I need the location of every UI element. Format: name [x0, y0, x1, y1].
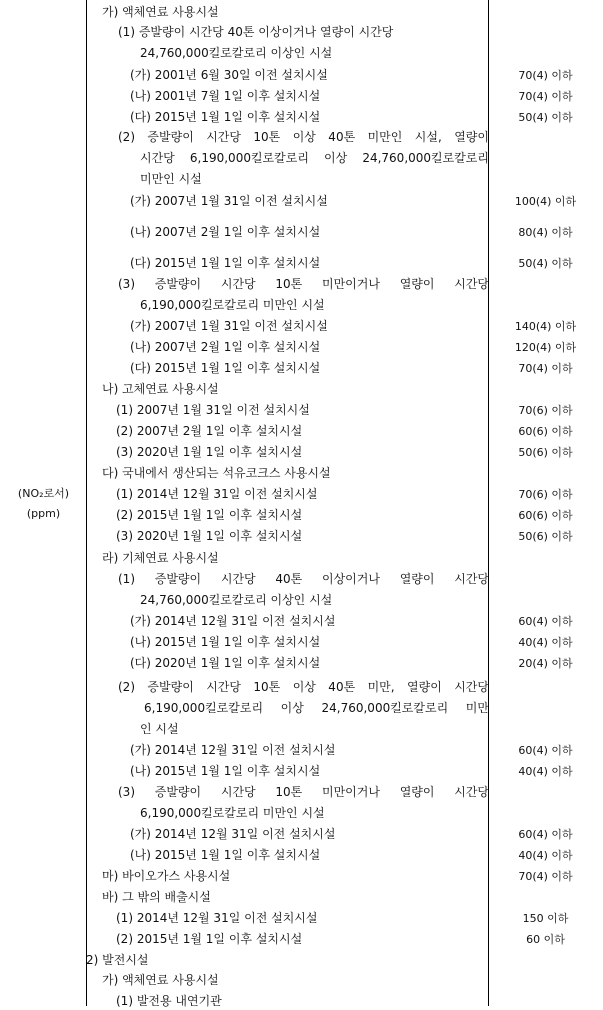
- list-item: [88, 801, 603, 822]
- item-limit-value: 70(6) 이하: [518, 488, 573, 501]
- list-item: [88, 524, 603, 545]
- item-text: (1) 발전용 내연기관: [116, 994, 222, 1008]
- list-item: [88, 696, 603, 717]
- item-text: (가) 2007년 1월 31일 이전 설치시설: [130, 194, 328, 208]
- item-text: (나) 2015년 1월 1일 이후 설치시설: [130, 764, 321, 778]
- item-text: (2) 증발량이 시간당 10톤 이상 40톤 미만, 열량이 시간당: [118, 680, 489, 694]
- item-text: (1) 2007년 1월 31일 이전 설치시설: [116, 403, 310, 417]
- item-limit-value: 70(6) 이하: [518, 404, 573, 417]
- item-text: (가) 2014년 12월 31일 이전 설치시설: [130, 827, 336, 841]
- item-text: (3) 2020년 1월 1일 이후 설치시설: [116, 529, 303, 543]
- list-item: [88, 461, 603, 482]
- item-text: 6,190,000킬로칼로리 이상 24,760,000킬로칼로리 미만: [144, 701, 489, 715]
- list-item: [88, 759, 603, 780]
- list-item: [88, 630, 603, 651]
- item-text: (1) 증발량이 시간당 40톤 이상이거나 열량이 시간당: [118, 572, 489, 586]
- item-text: (나) 2015년 1월 1일 이후 설치시설: [130, 635, 321, 649]
- item-limit-value: 50(6) 이하: [518, 530, 573, 543]
- item-text: 마) 바이오가스 사용시설: [102, 869, 231, 883]
- list-item: [88, 843, 603, 864]
- item-limit-value: 20(4) 이하: [518, 657, 573, 670]
- list-item: [88, 419, 603, 440]
- list-item: [88, 567, 603, 588]
- list-item: [88, 864, 603, 885]
- list-item: [88, 251, 603, 272]
- list-item: [88, 609, 603, 630]
- list-item: [88, 189, 603, 210]
- item-text: (2) 증발량이 시간당 10톤 이상 40톤 미만인 시설, 열량이: [118, 130, 489, 144]
- item-limit-value: 70(4) 이하: [518, 870, 573, 883]
- item-limit-value: 140(4) 이하: [514, 320, 577, 333]
- item-text: 라) 기체연료 사용시설: [102, 551, 219, 565]
- item-limit-value: 60 이하: [526, 933, 565, 946]
- unit-label-main: (NO₂로서): [17, 487, 70, 500]
- item-text: (다) 2015년 1월 1일 이후 설치시설: [130, 110, 321, 124]
- item-text: (3) 증발량이 시간당 10톤 미만이거나 열량이 시간당: [118, 785, 489, 799]
- list-item: [88, 398, 603, 419]
- list-item: [88, 167, 603, 188]
- item-text: (나) 2007년 2월 1일 이후 설치시설: [130, 225, 321, 239]
- item-text: 미만인 시설: [140, 172, 202, 186]
- list-item: [88, 717, 603, 738]
- item-text: 24,760,000킬로칼로리 이상인 시설: [140, 46, 333, 60]
- item-limit-value: 50(6) 이하: [518, 446, 573, 459]
- item-text: (2) 2015년 1월 1일 이후 설치시설: [116, 932, 303, 946]
- list-item: [88, 220, 603, 241]
- item-text: 2) 발전시설: [86, 953, 149, 967]
- item-limit-value: 80(4) 이하: [518, 226, 573, 239]
- item-limit-value: 60(4) 이하: [518, 744, 573, 757]
- item-text: 24,760,000킬로칼로리 이상인 시설: [140, 593, 333, 607]
- item-text: (나) 2015년 1월 1일 이후 설치시설: [130, 848, 321, 862]
- item-text: (가) 2014년 12월 31일 이전 설치시설: [130, 614, 336, 628]
- item-limit-value: 50(4) 이하: [518, 111, 573, 124]
- item-limit-value: 60(6) 이하: [518, 425, 573, 438]
- item-limit-value: 70(4) 이하: [518, 69, 573, 82]
- item-text: (1) 증발량이 시간당 40톤 이상이거나 열량이 시간당: [118, 25, 394, 39]
- item-text: 나) 고체연료 사용시설: [102, 382, 219, 396]
- list-item: [88, 822, 603, 843]
- item-limit-value: 40(4) 이하: [518, 765, 573, 778]
- item-text: (나) 2001년 7월 1일 이후 설치시설: [130, 89, 321, 103]
- item-limit-value: 60(4) 이하: [518, 828, 573, 841]
- list-item: [88, 356, 603, 377]
- item-text: (가) 2007년 1월 31일 이전 설치시설: [130, 319, 328, 333]
- item-text: 인 시설: [140, 722, 179, 736]
- list-item: [88, 335, 603, 356]
- list-item: [88, 906, 603, 927]
- item-text: (가) 2014년 12월 31일 이전 설치시설: [130, 743, 336, 757]
- list-item: [88, 503, 603, 524]
- item-limit-value: 40(4) 이하: [518, 636, 573, 649]
- list-item: [88, 546, 603, 567]
- item-limit-value: 120(4) 이하: [514, 341, 577, 354]
- list-item: [88, 780, 603, 801]
- list-item: [88, 146, 603, 167]
- item-text: 가) 액체연료 사용시설: [102, 973, 219, 987]
- item-text: (다) 2015년 1월 1일 이후 설치시설: [130, 256, 321, 270]
- item-text: 6,190,000킬로칼로리 미만인 시설: [140, 806, 325, 820]
- list-item: [88, 885, 603, 906]
- item-text: (1) 2014년 12월 31일 이전 설치시설: [116, 911, 318, 925]
- list-item: [88, 293, 603, 314]
- list-item: [88, 440, 603, 461]
- unit-label-sub: (ppm): [26, 507, 61, 520]
- list-item: [88, 948, 603, 969]
- list-item: [88, 651, 603, 672]
- list-item: [88, 675, 603, 696]
- list-item: [88, 84, 603, 105]
- item-text: (나) 2007년 2월 1일 이후 설치시설: [130, 340, 321, 354]
- list-item: [88, 989, 603, 1010]
- item-limit-value: 100(4) 이하: [514, 195, 577, 208]
- item-limit-value: 60(4) 이하: [518, 615, 573, 628]
- item-text: 바) 그 밖의 배출시설: [102, 890, 211, 904]
- unit-label: [0, 484, 87, 524]
- list-item: [88, 377, 603, 398]
- item-limit-value: 60(6) 이하: [518, 509, 573, 522]
- item-text: 다) 국내에서 생산되는 석유코크스 사용시설: [102, 466, 331, 480]
- list-item: [88, 20, 603, 41]
- list-item: [88, 0, 603, 21]
- item-text: 시간당 6,190,000킬로칼로리 이상 24,760,000킬로칼로리: [140, 151, 489, 165]
- item-text: (2) 2007년 2월 1일 이후 설치시설: [116, 424, 303, 438]
- list-item: [88, 125, 603, 146]
- list-item: [88, 105, 603, 126]
- list-item: [88, 41, 603, 62]
- item-text: (1) 2014년 12월 31일 이전 설치시설: [116, 487, 318, 501]
- item-text: 가) 액체연료 사용시설: [102, 5, 219, 19]
- item-text: (2) 2015년 1월 1일 이후 설치시설: [116, 508, 303, 522]
- list-item: [88, 968, 603, 989]
- item-limit-value: 70(4) 이하: [518, 362, 573, 375]
- item-limit-value: 50(4) 이하: [518, 257, 573, 270]
- item-text: (다) 2020년 1월 1일 이후 설치시설: [130, 656, 321, 670]
- list-item: [88, 272, 603, 293]
- item-text: (가) 2001년 6월 30일 이전 설치시설: [130, 68, 328, 82]
- item-text: (다) 2015년 1월 1일 이후 설치시설: [130, 361, 321, 375]
- list-item: [88, 314, 603, 335]
- item-text: 6,190,000킬로칼로리 미만인 시설: [140, 298, 325, 312]
- list-item: [88, 588, 603, 609]
- list-item: [88, 63, 603, 84]
- list-item: [88, 927, 603, 948]
- item-text: (3) 2020년 1월 1일 이후 설치시설: [116, 445, 303, 459]
- list-item: [88, 482, 603, 503]
- list-item: [88, 738, 603, 759]
- item-limit-value: 70(4) 이하: [518, 90, 573, 103]
- item-limit-value: 40(4) 이하: [518, 849, 573, 862]
- item-limit-value: 150 이하: [522, 912, 569, 925]
- item-text: (3) 증발량이 시간당 10톤 미만이거나 열량이 시간당: [118, 277, 489, 291]
